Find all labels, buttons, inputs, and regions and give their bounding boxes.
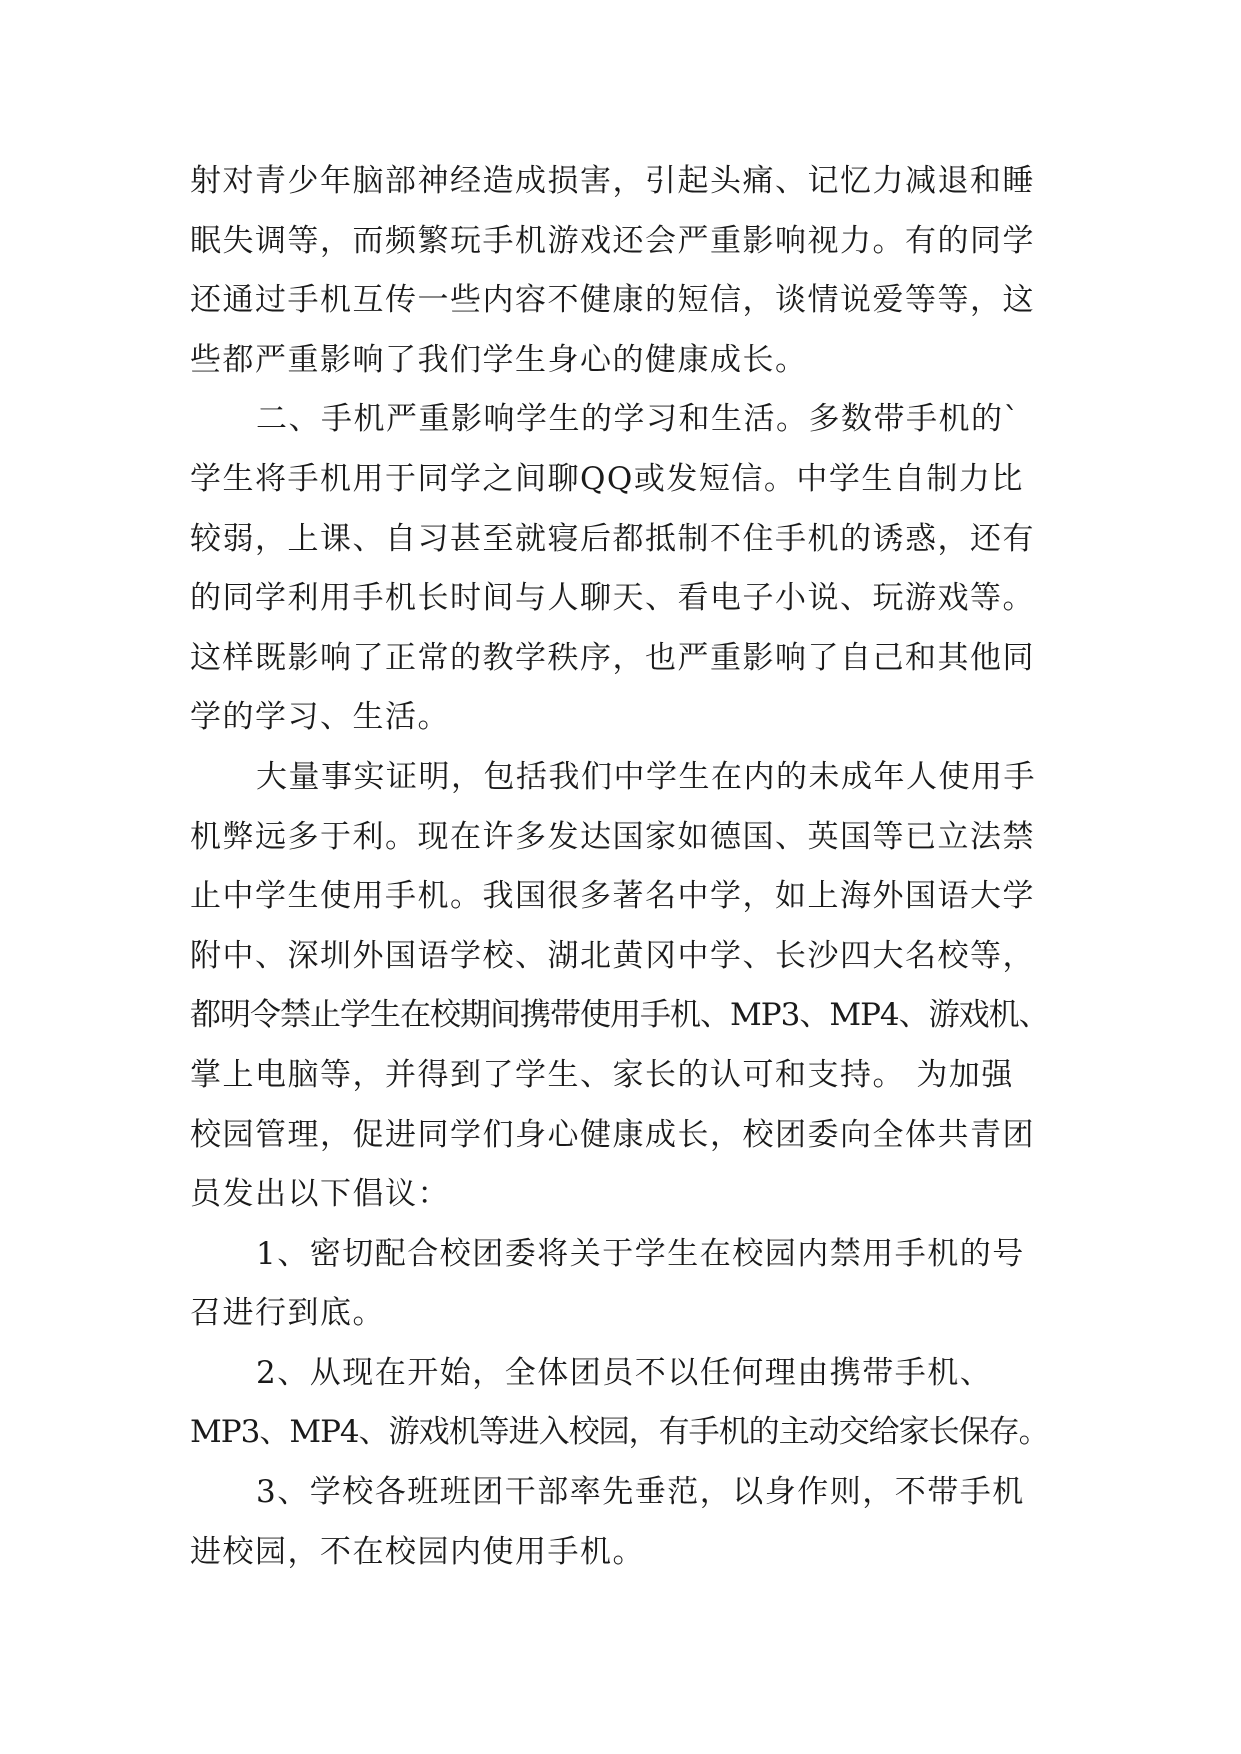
text-line: 进校园，不在校园内使用手机。: [190, 1533, 645, 1570]
document-body: [190, 152, 1060, 1582]
text-line: 附中、深圳外国语学校、湖北黄冈中学、长沙四大名校等，: [190, 937, 1035, 974]
text-line: 校园管理，促进同学们身心健康成长，校团委向全体共青团: [190, 1116, 1035, 1153]
text-line: 止中学生使用手机。我国很多著名中学，如上海外国语大学: [190, 878, 1035, 915]
text-line: 还通过手机互传一些内容不健康的短信，谈情说爱等等，这: [190, 282, 1035, 319]
text-line: 眠失调等，而频繁玩手机游戏还会严重影响视力。有的同学: [190, 222, 1035, 259]
text-line: 些都严重影响了我们学生身心的健康成长。: [190, 341, 808, 378]
text-line: MP3、MP4、游戏机等进入校园，有手机的主动交给家长保存。: [190, 1414, 1049, 1451]
text-line: 3、学校各班班团干部率先垂范，以身作则，不带手机: [256, 1474, 1025, 1511]
text-line: 较弱，上课、自习甚至就寝后都抵制不住手机的诱惑，还有: [190, 520, 1035, 557]
text-line: 召进行到底。: [190, 1295, 385, 1332]
text-line: 掌上电脑等，并得到了学生、家长的认可和支持。 为加强: [190, 1056, 1014, 1093]
text-line: 2、从现在开始，全体团员不以任何理由携带手机、: [256, 1354, 993, 1391]
text-line: 都明令禁止学生在校期间携带使用手机、MP3、MP4、游戏机、: [190, 997, 1049, 1034]
text-line: 二、手机严重影响学生的学习和生活。多数带手机的`: [256, 401, 1021, 438]
text-line: 这样既影响了正常的教学秩序，也严重影响了自己和其他同: [190, 639, 1035, 676]
text-line: 大量事实证明，包括我们中学生在内的未成年人使用手: [256, 758, 1036, 795]
text-line: 学生将手机用于同学之间聊QQ或发短信。中学生自制力比: [190, 460, 1024, 497]
text-line: 1、密切配合校团委将关于学生在校园内禁用手机的号: [256, 1235, 1025, 1272]
text-line: 的同学利用手机长时间与人聊天、看电子小说、玩游戏等。: [190, 580, 1035, 617]
text-line: 学的学习、生活。: [190, 699, 450, 736]
text-line: 机弊远多于利。现在许多发达国家如德国、英国等已立法禁: [190, 818, 1035, 855]
text-line: 员发出以下倡议：: [190, 1176, 450, 1213]
text-line: 射对青少年脑部神经造成损害，引起头痛、记忆力减退和睡: [190, 163, 1035, 199]
